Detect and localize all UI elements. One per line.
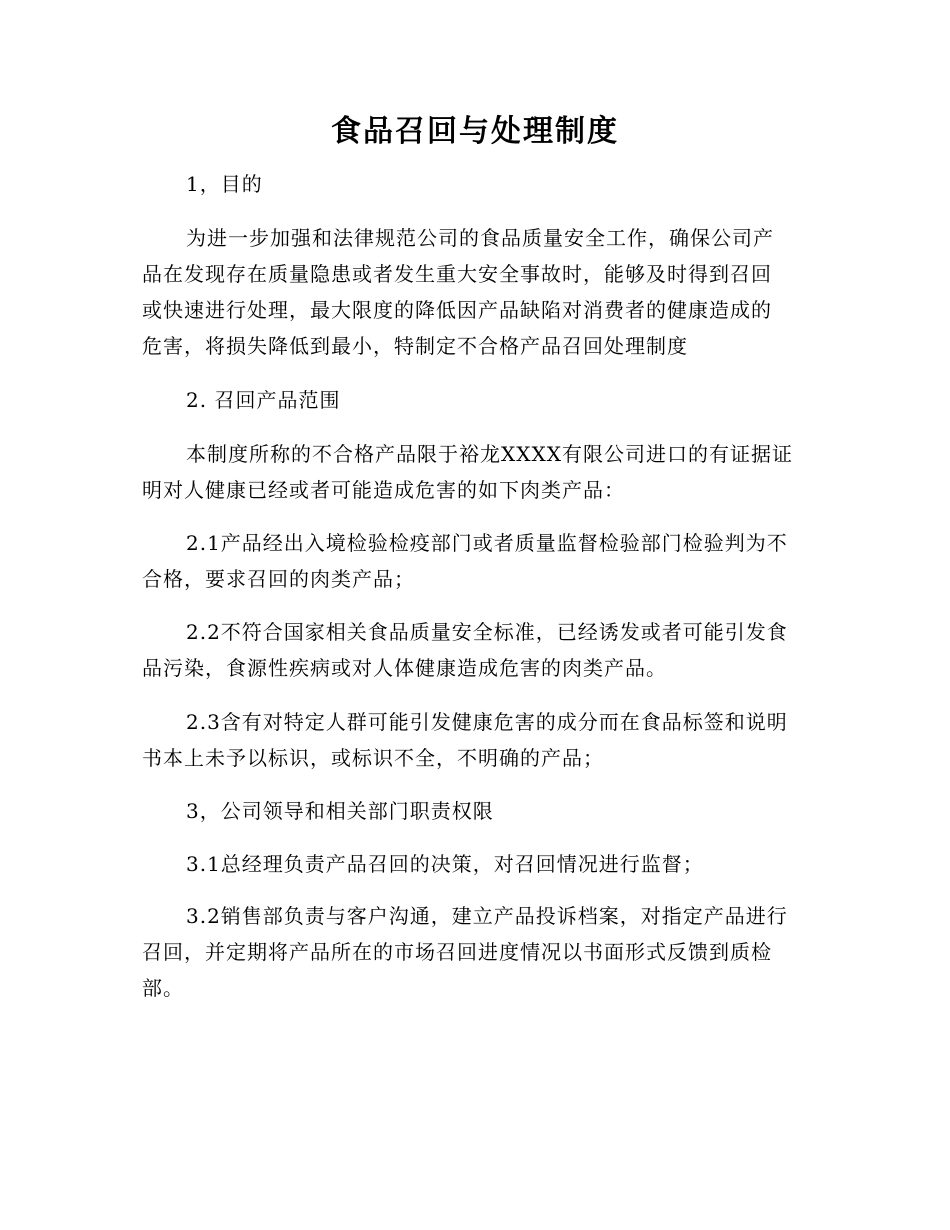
section-heading-responsibilities: 3，公司领导和相关部门职责权限 <box>186 799 494 823</box>
list-item-2-2: 2.2不符合国家相关食品质量安全标准，已经诱发或者可能引发食 品污染，食源性疾病或对人体健康造成危害的肉类产品。 <box>142 620 788 680</box>
document-title: 食品召回与处理制度 <box>331 114 619 149</box>
paragraph-purpose: 为进一步加强和法律规范公司的食品质量安全工作，确保公司产 品在发现存在质量隐患或者发生重大安全事故时，能够及时得到召回 或快速进行处理，最大限度的降低因产品缺陷对消费者的健康造成的 危害，将损失降低到最小，特制定不合格产品召回处理制度 <box>142 226 774 358</box>
list-item-2-3: 2.3含有对特定人群可能引发健康危害的成分而在食品标签和说明 书本上未予以标识，或标识不全，不明确的产品； <box>142 710 788 770</box>
list-item-2-1: 2.1产品经出入境检验检疫部门或者质量监督检验部门检验判为不 合格，要求召回的肉类产品； <box>142 531 788 591</box>
list-item-3-1: 3.1总经理负责产品召回的决策，对召回情况进行监督； <box>186 852 704 876</box>
section-heading-purpose: 1，目的 <box>186 172 263 196</box>
paragraph-recall-scope-intro: 本制度所称的不合格产品限于裕龙XXXX有限公司进口的有证据证 明对人健康已经或者可能造成危害的如下肉类产品： <box>142 442 793 502</box>
list-item-3-2: 3.2销售部负责与客户沟通，建立产品投诉档案，对指定产品进行 召回，并定期将产品所在的市场召回进度情况以书面形式反馈到质检 部。 <box>142 904 788 1000</box>
section-heading-recall-scope: 2. 召回产品范围 <box>186 388 341 412</box>
